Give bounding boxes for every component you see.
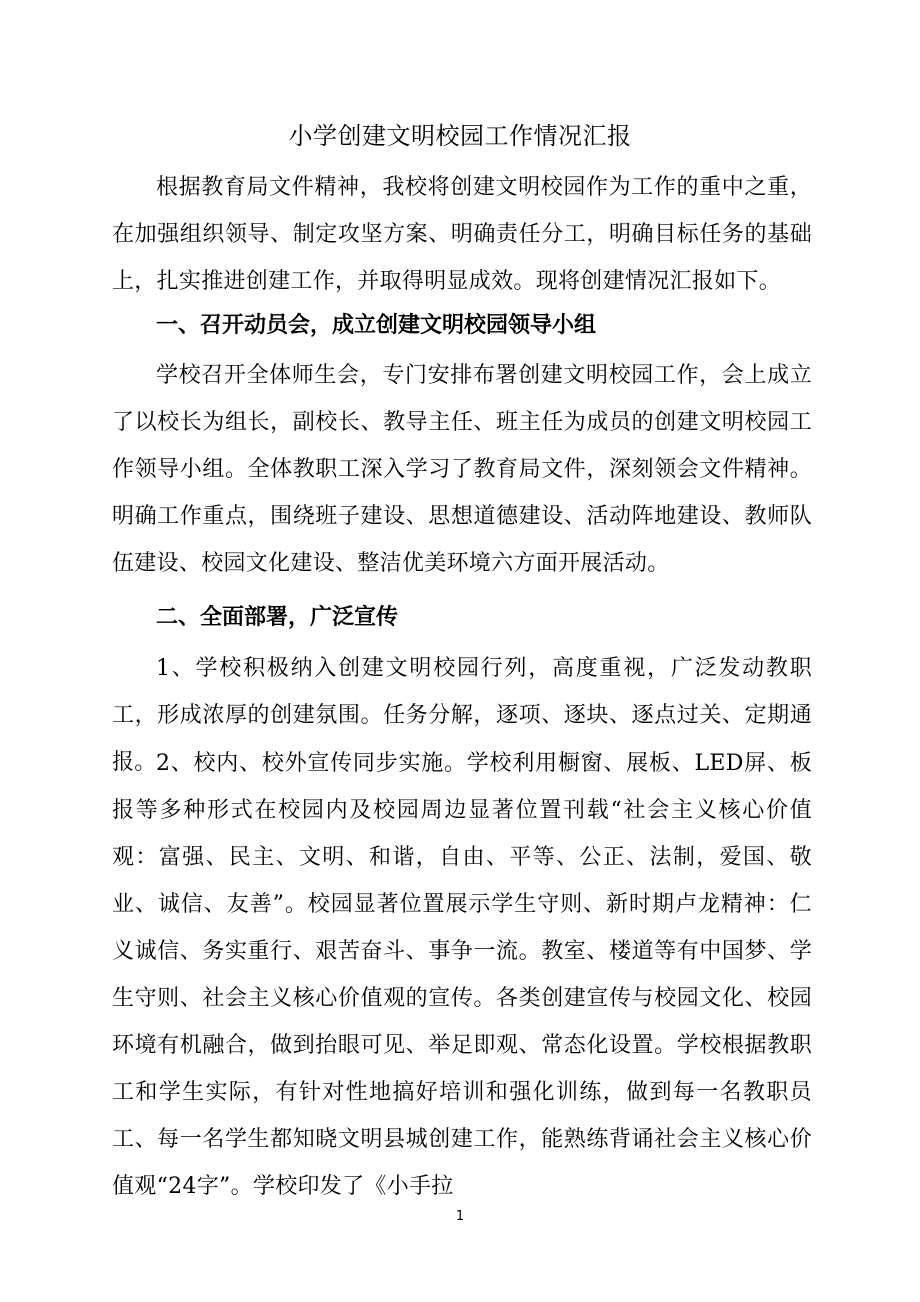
document-title: 小学创建文明校园工作情况汇报	[288, 122, 632, 150]
section1-paragraph: 学校召开全体师生会，专门安排布署创建文明校园工作，会上成立了以校长为组长，副校长、教导主任、班主任为成员的创建文明校园工作领导小组。全体教职工深入学习了教育局文件，深刻领会文件精神。明确工作重点，围绕班子建设、思想道德建设、活动阵地建设、教师队伍建设、校园文化建设、整洁优美环境六方面开展活动。	[112, 363, 812, 576]
section1-heading: 一、召开动员会，成立创建文明校园领导小组	[156, 313, 597, 338]
page-number: 1	[455, 1209, 465, 1224]
intro-paragraph: 根据教育局文件精神，我校将创建文明校园作为工作的重中之重，在加强组织领导、制定攻坚方案、明确责任分工，明确目标任务的基础上，扎实推进创建工作，并取得明显成效。现将创建情况汇报如下。	[112, 175, 812, 294]
section2-item2-paragraph: 2、校内、校外宣传同步实施。学校利用橱窗、展板、LED屏、板报等多种形式在校园内及校园周边显著位置刊载“社会主义核心价值观：富强、民主、文明、和谐，自由、平等、公正、法制，爱国、敬业、诚信、友善”。校园显著位置展示学生守则、新时期卢龙精神：仁义诚信、务实重行、艰苦奋斗、事争一流。教室、楼道等有中国梦、学生守则、社会主义核心价值观的宣传。各类创建宣传与校园文化、校园环境有机融合，做到抬眼可见、举足即观、常态化设置。学校根据教职工和学生实际，有针对性地搞好培训和强化训练，做到每一名教职员工、每一名学生都知晓文明县城创建工作，能熟练背诵社会主义核心价值观“24字”。学校印发了《小手拉	[112, 751, 812, 1199]
section2-item1-paragraph: 1、学校积极纳入创建文明校园行列，高度重视，广泛发动教职工，形成浓厚的创建氛围。任务分解，逐项、逐块、逐点过关、定期通报。	[112, 656, 812, 775]
section2-heading: 二、全面部署，广泛宣传	[156, 605, 399, 630]
